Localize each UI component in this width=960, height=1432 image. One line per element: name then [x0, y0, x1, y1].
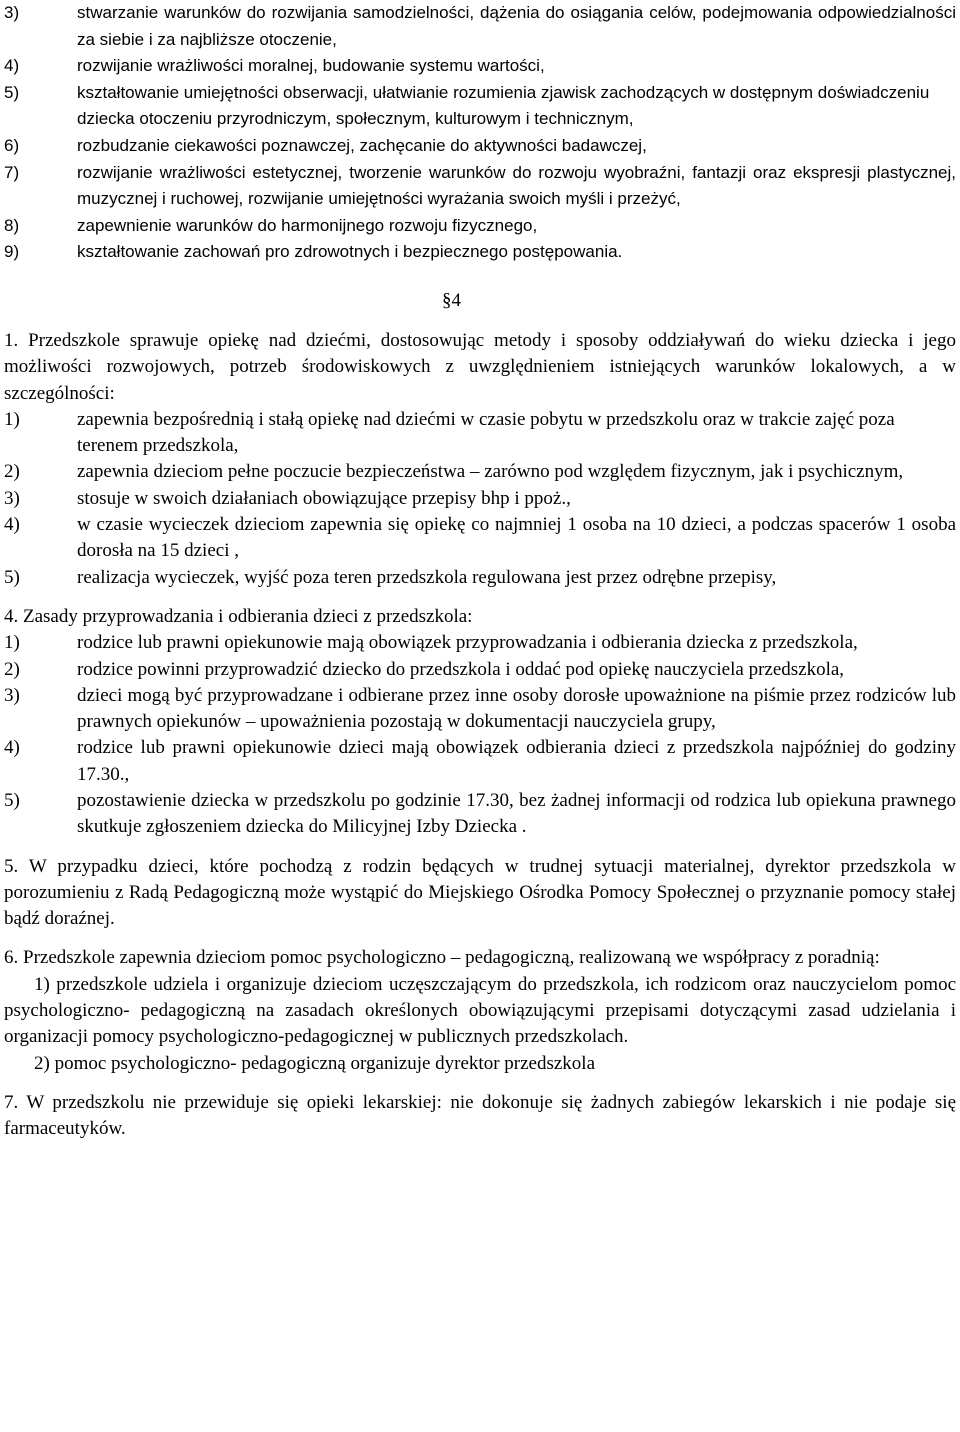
list-item-text: stosuje w swoich działaniach obowiązujące przepisy bhp i ppoż., — [77, 487, 571, 509]
list-item — [0, 788, 960, 841]
list-item-number: 1) — [4, 408, 20, 430]
paragraph-7: 7. W przedszkolu nie przewiduje się opieki lekarskiej: nie dokonuje się żadnych zabiegów lekarskich i nie podaje się farmaceutyków. — [4, 1091, 956, 1140]
sub-item: 1) przedszkole udziela i organizuje dzieciom uczęszczającym do przedszkola, ich rodzicom oraz nauczycielom pomoc psychologiczno- pedagogiczną na zasadach określonych obowiązującymi przepisami dotyczącymi zasad udzielania i organizacji pomocy psychologiczno-pedagogicznej w publicznych przedszkolach. — [4, 973, 956, 1048]
list-item-number: 3) — [4, 487, 20, 509]
list-item-number: 1) — [4, 632, 20, 654]
list-item — [0, 53, 960, 80]
list-item-text: zapewnienie warunków do harmonijnego rozwoju fizycznego, — [77, 215, 538, 235]
list-item — [0, 683, 960, 736]
list-item-number: 5) — [4, 82, 20, 102]
list-item-text: rodzice lub prawni opiekunowie mają obowiązek przyprowadzania i odbierania dziecka z przedszkola, — [77, 632, 858, 654]
list-item-number: 4) — [4, 56, 20, 76]
list-item-text: kształtowanie umiejętności obserwacji, ułatwianie rozumienia zjawisk zachodzących w dostępnym doświadczeniu dziecka otoczeniu przyrodniczym, społecznym, kulturowym i technicznym, — [77, 82, 930, 129]
list-item — [0, 657, 960, 683]
list-item-text: rodzice lub prawni opiekunowie dzieci mają obowiązek odbierania dzieci z przedszkola najpóźniej do godziny 17.30., — [77, 737, 956, 785]
list-item-text: realizacja wycieczek, wyjść poza teren przedszkola regulowana jest przez odrębne przepisy, — [77, 566, 777, 588]
list-item-number: 5) — [4, 566, 20, 588]
list-item — [0, 735, 960, 788]
paragraph-4 — [0, 604, 960, 841]
list-item-text: rodzice powinni przyprowadzić dziecko do przedszkola i oddać pod opiekę nauczyciela przedszkola, — [77, 658, 845, 680]
list-item-number: 2) — [4, 658, 20, 680]
list-item — [0, 133, 960, 160]
list-item — [0, 565, 960, 591]
list-item-number: 3) — [4, 684, 20, 706]
paragraph-5: 5. W przypadku dzieci, które pochodzą z rodzin będących w trudnej sytuacji materialnej, dyrektor przedszkola w porozumieniu z Radą Pedagogiczną może wystąpić do Miejskiego Ośrodka Pomocy Społecznej o przyznanie pomocy stałej bądź doraźnej. — [4, 855, 956, 930]
list-item-text: rozwijanie wrażliwości moralnej, budowanie systemu wartości, — [77, 56, 545, 76]
list-item-text: pozostawienie dziecka w przedszkolu po godzinie 17.30, bez żadnej informacji od rodzica lub opiekuna prawnego skutkuje zgłoszeniem dziecka do Milicyjnej Izby Dziecka . — [77, 789, 956, 838]
list-item — [0, 407, 960, 460]
list-item-number: 8) — [4, 215, 20, 235]
list-item — [0, 512, 960, 565]
paragraph-6 — [0, 945, 960, 1076]
list-item-text: zapewnia dzieciom pełne poczucie bezpieczeństwa – zarówno pod względem fizycznym, jak i psychicznym, — [77, 461, 904, 483]
list-item-number: 6) — [4, 135, 20, 155]
list-item-number: 2) — [4, 461, 20, 483]
list-item-text: rozbudzanie ciekawości poznawczej, zachęcanie do aktywności badawczej, — [77, 135, 647, 155]
paragraph-intro: 6. Przedszkole zapewnia dzieciom pomoc psychologiczno – pedagogiczną, realizowaną we współpracy z poradnią: — [4, 947, 880, 969]
list-item-number: 4) — [4, 737, 20, 759]
section-mark: §4 — [442, 289, 461, 311]
list-item — [0, 160, 960, 213]
sub-item: 2) pomoc psychologiczno- pedagogiczną organizuje dyrektor przedszkola — [34, 1052, 596, 1074]
paragraph-intro: 4. Zasady przyprowadzania i odbierania dzieci z przedszkola: — [4, 605, 473, 627]
list-item-text: stwarzanie warunków do rozwijania samodzielności, dążenia do osiągania celów, podejmowania odpowiedzialności za siebie i za najbliższe otoczenie, — [77, 3, 956, 49]
list-item-text: rozwijanie wrażliwości estetycznej, tworzenie warunków do rozwoju wyobraźni, fantazji oraz ekspresji plastycznej, muzycznej i ruchowej, rozwijanie umiejętności wyrażania swoich myśli i przeżyć, — [77, 162, 956, 209]
list-item-number: 9) — [4, 242, 20, 262]
paragraph-1 — [0, 328, 960, 591]
list-item-text: kształtowanie zachowań pro zdrowotnych i bezpiecznego postępowania. — [77, 242, 623, 262]
list-item-text: zapewnia bezpośrednią i stałą opiekę nad dziećmi w czasie pobytu w przedszkolu oraz w trakcie zajęć poza terenem przedszkola, — [77, 408, 895, 457]
list-item-text: dzieci mogą być przyprowadzane i odbierane przez inne osoby dorosłe upoważnione na piśmie przez rodziców lub prawnych opiekunów – upoważnienia pozostają w dokumentacji nauczyciela grupy, — [77, 684, 956, 733]
list-item — [0, 239, 960, 266]
list-item — [0, 630, 960, 656]
list-item-number: 4) — [4, 514, 20, 536]
list-item-number: 3) — [4, 3, 20, 22]
list-item-text: w czasie wycieczek dzieciom zapewnia się opiekę co najmniej 1 osoba na 10 dzieci, a podczas spacerów 1 osoba dorosła na 15 dzieci , — [77, 514, 956, 562]
list-item-number: 5) — [4, 789, 20, 811]
list-item — [0, 80, 960, 133]
list-item — [0, 0, 960, 53]
list-item — [0, 213, 960, 240]
paragraph-intro: 1. Przedszkole sprawuje opiekę nad dziećmi, dostosowując metody i sposoby oddziaływań do wieku dziecka i jego możliwości rozwojowych, potrzeb środowiskowych z uwzględnieniem istniejących warunków lokalowych, a w szczególności: — [4, 329, 956, 404]
list-item — [0, 486, 960, 512]
list-item-number: 7) — [4, 162, 20, 182]
goals-list — [0, 0, 960, 266]
list-item — [0, 459, 960, 485]
